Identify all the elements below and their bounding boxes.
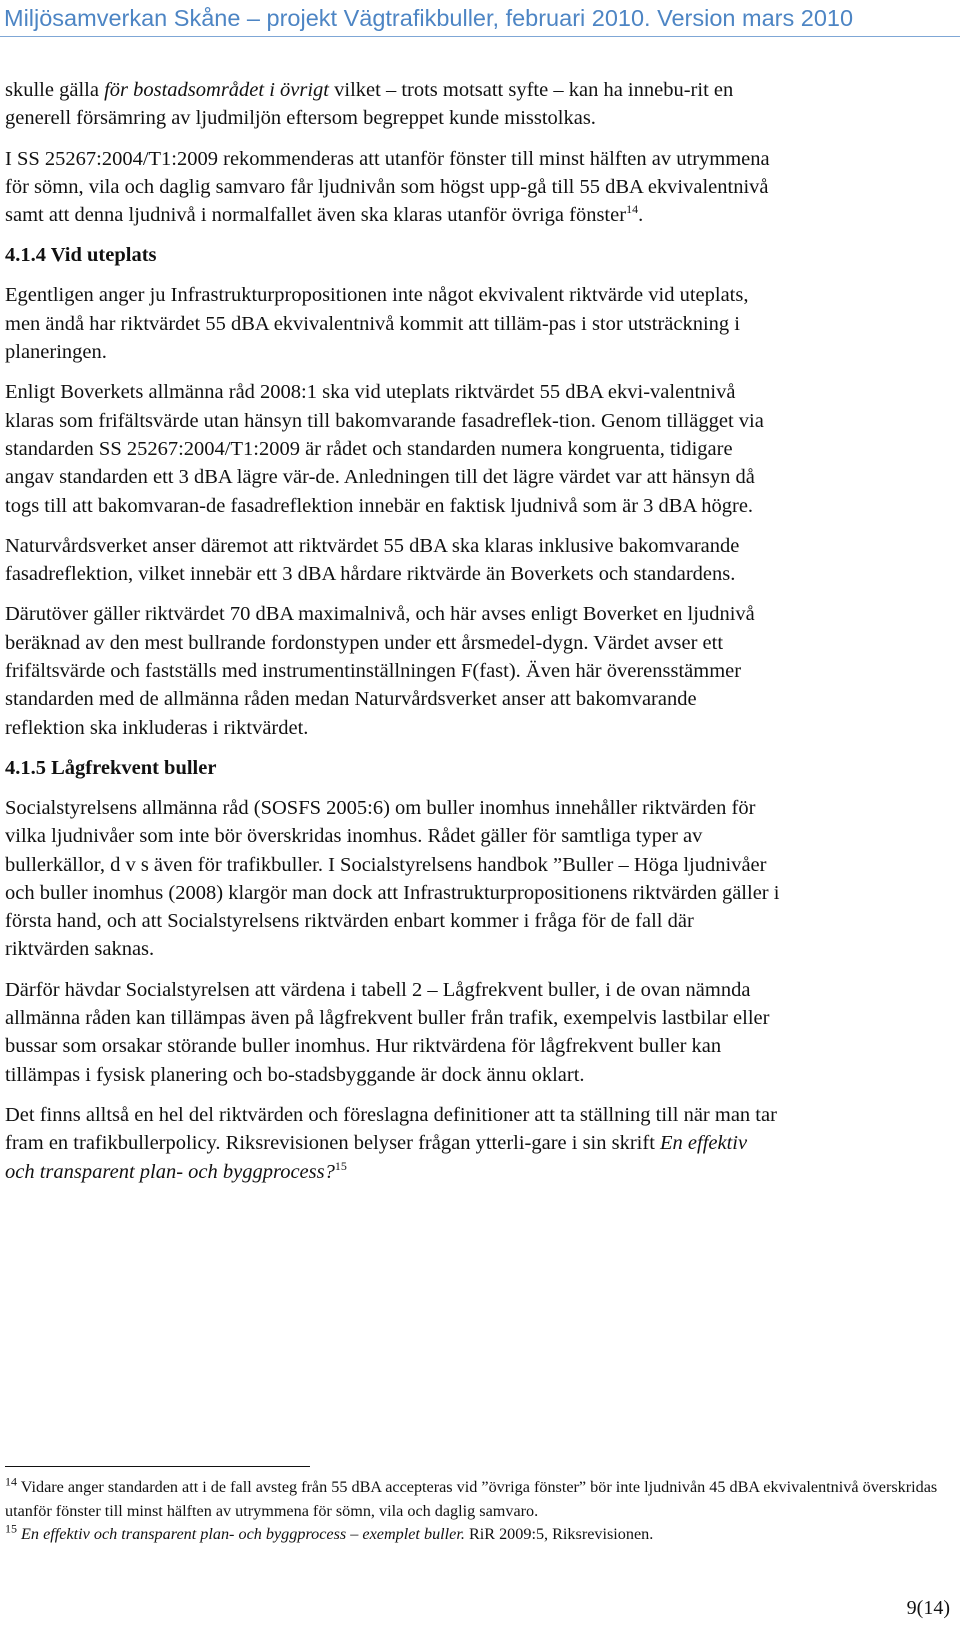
section-heading-uteplats: 4.1.4 Vid uteplats — [5, 244, 157, 267]
footnote-15: $^{15}$ En effektiv och transparent plan- och byggprocess – exemplet buller. RiR 2009:5, Riksrevisionen. — [5, 1521, 654, 1543]
paragraph: Det finns alltså en hel del riktvärden och föreslagna definitioner att ta ställning till när man tar fram en trafikbullerpolicy. Riksrevisionen belyser frågan ytterli-gare i sin skrift En effektiv och transparent plan- och byggprocess?$^{15}$ — [5, 1103, 777, 1183]
emphasis: En effektiv och transparent plan- och byggprocess? — [5, 1132, 748, 1183]
footnote-14: $^{14}$ Vidare anger standarden att i de fall avsteg från 55 dBA accepteras vid ”övriga fönster” bör inte ljudnivån 45 dBA ekvivalentnivå överskridas utanför fönster till minst hälften av utrymmena för sömn, vila och daglig samvaro. — [5, 1474, 938, 1520]
emphasis: för bostadsområdet i övrigt — [104, 79, 330, 101]
footnotes — [5, 1476, 960, 1547]
paragraph: Socialstyrelsens allmänna råd (SOSFS 2005:6) om buller inomhus innehåller riktvärden för vilka ljudnivåer som inte bör överskridas inomhus. Rådet gäller för samtliga typer av bullerkällor, d v s även för trafikbuller. I Socialstyrelsens handbok ”Buller – Höga ljudnivåer och buller inomhus (2008) klargör man dock att Infrastrukturpropositionens riktvärden gäller i första hand, och att Socialstyrelsens riktvärden enbart kommer i fråga för de fall där riktvärden saknas. — [5, 796, 780, 961]
paragraph: skulle gälla för bostadsområdet i övrigt vilket – trots motsatt syfte – kan ha innebu-rit en generell försämring av ljudmiljön eftersom begreppet kunde misstolkas. — [5, 79, 734, 130]
paragraph: Därför hävdar Socialstyrelsen att värdena i tabell 2 – Lågfrekvent buller, i de ovan nämnda allmänna råden kan tillämpas även på lågfrekvent buller från trafik, exempelvis lastbilar eller bussar som orsakar störande buller inomhus. Hur riktvärdena för lågfrekvent buller kan tillämpas i fysisk planering och bo-stadsbyggande är dock ännu oklart. — [5, 978, 770, 1086]
page-number: 9(14) — [906, 1597, 950, 1619]
emphasis: En effektiv och transparent plan- och byggprocess – exemplet buller. — [17, 1525, 465, 1543]
header-divider — [0, 36, 960, 37]
footnote-ref-14[interactable]: 14 — [626, 202, 639, 217]
body-text — [5, 76, 780, 1198]
footnote-number: 14 — [5, 1474, 17, 1489]
footnote-divider — [5, 1466, 310, 1467]
paragraph: Därutöver gäller riktvärdet 70 dBA maximalnivå, och här avses enligt Boverket en ljudnivå beräknad av den mest bullrande fordonstypen under ett årsmedel-dygn. Värdet avser ett frifältsvärde och fastställs med instrumentinställningen F(fast). Även här överensstämmer standarden med de allmänna råden medan Naturvårdsverket anser att bakomvarande reflektion ska inkluderas i riktvärdet. — [5, 603, 755, 739]
paragraph: I SS 25267:2004/T1:2009 rekommenderas att utanför fönster till minst hälften av utrymmena för sömn, vila och daglig samvaro får ljudnivån som högst upp-gå till 55 dBA ekvivalentnivå samt att denna ljudnivå i normalfallet även ska klaras utanför övriga fönster$^{14}$. — [5, 147, 770, 227]
paragraph: Egentligen anger ju Infrastrukturpropositionen inte något ekvivalent riktvärde vid uteplats, men ändå har riktvärdet 55 dBA ekvivalentnivå kommit att tilläm-pas i stor utsträckning i planeringen. — [5, 284, 749, 364]
paragraph: Enligt Boverkets allmänna råd 2008:1 ska vid uteplats riktvärdet 55 dBA ekvi-valentnivå klaras som frifältsvärde utan hänsyn till bakomvarande fasadreflek-tion. Genom tillägget via standarden SS 25267:2004/T1:2009 är rådet och standarden numera kongruenta, tidigare angav standarden ett 3 dBA lägre vär-de. Anledningen till det lägre värdet var att hänsyn då togs till att bakomvaran-de fasadreflektion innebär en faktisk ljudnivå som är 3 dBA högre. — [5, 381, 764, 517]
footnote-ref-15[interactable]: 15 — [334, 1158, 347, 1173]
section-heading-lagfrekvent: 4.1.5 Lågfrekvent buller — [5, 756, 217, 779]
running-header: Miljösamverkan Skåne – projekt Vägtrafikbuller, februari 2010. Version mars 2010 — [4, 5, 854, 31]
footnote-number: 15 — [5, 1521, 17, 1536]
paragraph: Naturvårdsverket anser däremot att riktvärdet 55 dBA ska klaras inklusive bakomvarande fasadreflektion, vilket innebär ett 3 dBA hårdare riktvärde än Boverkets och standardens. — [5, 534, 740, 586]
